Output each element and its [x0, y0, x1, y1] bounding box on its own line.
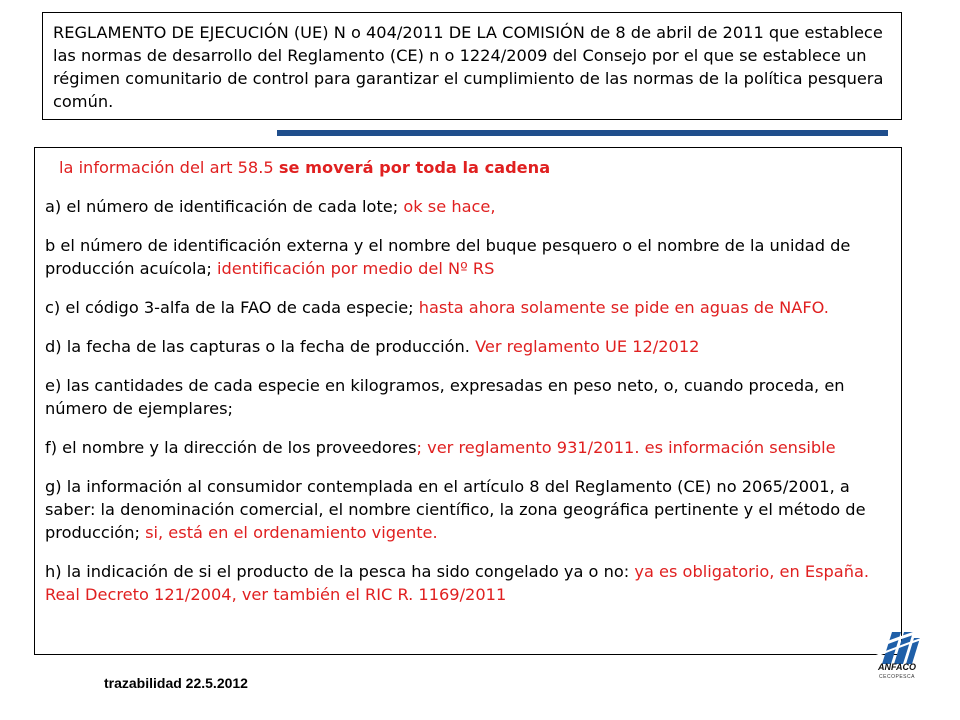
item-comment: ok se hace, — [403, 197, 496, 216]
item-text: a) el número de identificación de cada lote; — [45, 197, 404, 216]
regulation-title-box — [42, 12, 902, 120]
item-text: d) la fecha de las capturas o la fecha de producción. — [45, 337, 476, 356]
list-item-a — [45, 195, 891, 218]
item-comment: ; ver reglamento 931/2011. es información sensible — [416, 438, 836, 457]
content-box — [34, 147, 902, 655]
logo-subtitle: CECOPESCA — [879, 674, 915, 680]
item-comment: si, está en el ordenamiento vigente. — [145, 523, 438, 542]
item-comment: Ver reglamento UE 12/2012 — [475, 337, 700, 356]
list-item-h — [45, 560, 891, 606]
item-text: f) el nombre y la dirección de los proveedores — [45, 438, 417, 457]
regulation-title: REGLAMENTO DE EJECUCIÓN (UE) N o 404/2011 DE LA COMISIÓN de 8 de abril de 2011 que establece las normas de desarrollo del Reglamento (CE) n o 1224/2009 del Consejo por el que se establece un régimen comunitario de control para garantizar el cumplimiento de las normas de la política pesquera común. — [53, 23, 884, 111]
intro-bold: se moverá por toda la cadena — [278, 158, 551, 177]
item-comment: identificación por medio del Nº RS — [217, 259, 495, 278]
item-comment: ya es obligatorio, en España. Real Decreto 121/2004, ver también el RIC R. 1169/2011 — [45, 562, 870, 604]
list-item-d — [45, 335, 891, 358]
logo-name: ANFACO — [878, 662, 916, 672]
list-item-c — [45, 296, 891, 319]
item-text: e) las cantidades de cada especie en kilogramos, expresadas en peso neto, o, cuando proceda, en número de ejemplares; — [45, 376, 845, 418]
blue-divider-bar — [277, 130, 888, 136]
list-item-f — [45, 436, 891, 459]
footer-label: trazabilidad 22.5.2012 — [104, 675, 248, 691]
intro-normal: la información del art 58.5 — [59, 158, 279, 177]
list-item-e — [45, 374, 891, 420]
list-item-g — [45, 475, 891, 544]
item-comment: hasta ahora solamente se pide en aguas de NAFO. — [418, 298, 829, 317]
item-text: c) el código 3-alfa de la FAO de cada especie; — [45, 298, 419, 317]
list-item-b — [45, 234, 891, 280]
item-text: b el número de identificación externa y el nombre del buque pesquero o el nombre de la unidad de producción acuícola; — [45, 236, 851, 278]
item-text: h) la indicación de si el producto de la pesca ha sido congelado ya o no: — [45, 562, 635, 581]
item-text: g) la información al consumidor contemplada en el artículo 8 del Reglamento (CE) no 2065/2001, a saber: la denominación comercial, el nombre científico, la zona geográfica pertinente y el método de producción; — [45, 477, 866, 542]
intro-line — [45, 156, 891, 179]
